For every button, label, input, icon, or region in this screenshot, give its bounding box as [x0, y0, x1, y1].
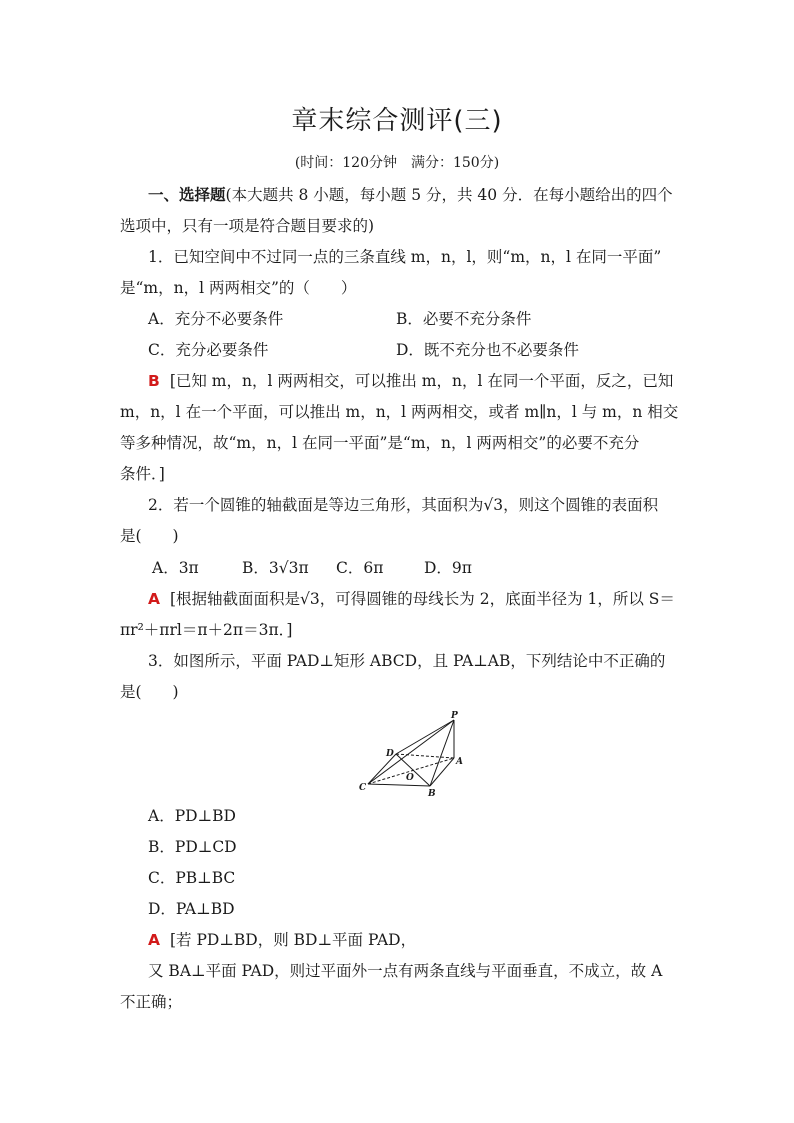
q1-stem: 1．已知空间中不过同一点的三条直线 m，n，l，则“m，n，l 在同一平面”: [148, 248, 662, 266]
label-o: O: [406, 773, 414, 783]
section-intro: [148, 180, 704, 211]
q1-stem-line2: 是“m，n，l 两两相交”的（ ）: [120, 279, 357, 297]
label-c: C: [359, 783, 367, 793]
q1-exp-line2: m，n，l 在一个平面，可以推出 m，n，l 两两相交，或者 m∥n，l 与 m，n 相交: [120, 403, 679, 421]
q2-explanation: [148, 584, 704, 615]
q2-answer: A: [148, 590, 160, 608]
q1-exp-line3: 等多种情况，故“m，n，l 在同一平面”是“m，n，l 两两相交”的必要不充分: [120, 434, 640, 452]
section-heading: 一、选择题: [148, 186, 226, 204]
section-desc: (本大题共 8 小题，每小题 5 分，共 40 分．在每小题给出的四个: [225, 186, 673, 204]
q1-option-c: C．充分必要条件: [148, 341, 269, 359]
q3-stem: 3．如图所示，平面 PAD⊥矩形 ABCD，且 PA⊥AB，下列结论中不正确的: [148, 652, 666, 670]
q1-exp-line1: [已知 m，n，l 两两相交，可以推出 m，n，l 在同一个平面，反之，已知: [169, 372, 674, 390]
q3-stem-line2: 是( ): [120, 683, 179, 701]
section-desc-line2: 选项中，只有一项是符合题目要求的): [120, 217, 375, 235]
q1-explanation: [148, 366, 704, 397]
exam-info: (时间：120分钟 满分：150分): [294, 155, 500, 171]
q2-stem-line2: 是( ): [120, 527, 179, 545]
q3-exp-line1: [若 PD⊥BD，则 BD⊥平面 PAD，: [170, 931, 417, 949]
q2-stem: 2．若一个圆锥的轴截面是等边三角形，其面积为√3，则这个圆锥的表面积: [148, 496, 659, 514]
label-d: D: [386, 749, 394, 759]
q1-exp-line4: 条件．]: [120, 465, 165, 483]
q3-option-c: C．PB⊥BC: [148, 869, 236, 887]
q1-option-a: A．充分不必要条件: [148, 310, 284, 328]
q2-option-a: A．3π: [152, 559, 199, 577]
q3-answer: A: [148, 931, 160, 949]
q1-option-b: B．必要不充分条件: [396, 310, 532, 328]
page-title: 章末综合测评(三): [291, 106, 503, 136]
label-p: P: [451, 711, 458, 721]
q2-option-b: B．3√3π: [242, 559, 309, 577]
q3-explanation: [148, 925, 704, 956]
q3-option-d: D．PA⊥BD: [148, 900, 235, 918]
geometry-figure: [356, 710, 468, 800]
q2-exp-line1: [根据轴截面面积是√3，可得圆锥的母线长为 2，底面半径为 1，所以 S＝: [170, 590, 675, 608]
q3-exp-line3: 不正确；: [120, 993, 183, 1011]
label-b: B: [428, 789, 436, 799]
q3-option-b: B．PD⊥CD: [148, 838, 237, 856]
q3-exp-line2: 又 BA⊥平面 PAD，则过平面外一点有两条直线与平面垂直，不成立，故 A: [148, 962, 663, 980]
q3-option-a: A．PD⊥BD: [148, 807, 236, 825]
q1-answer: B: [148, 372, 160, 390]
label-a: A: [456, 757, 463, 767]
q1-option-d: D．既不充分也不必要条件: [396, 341, 579, 359]
q2-option-d: D．9π: [424, 559, 472, 577]
q2-option-c: C．6π: [336, 559, 384, 577]
q2-exp-line2: πr²＋πrl＝π＋2π＝3π．]: [120, 621, 293, 639]
